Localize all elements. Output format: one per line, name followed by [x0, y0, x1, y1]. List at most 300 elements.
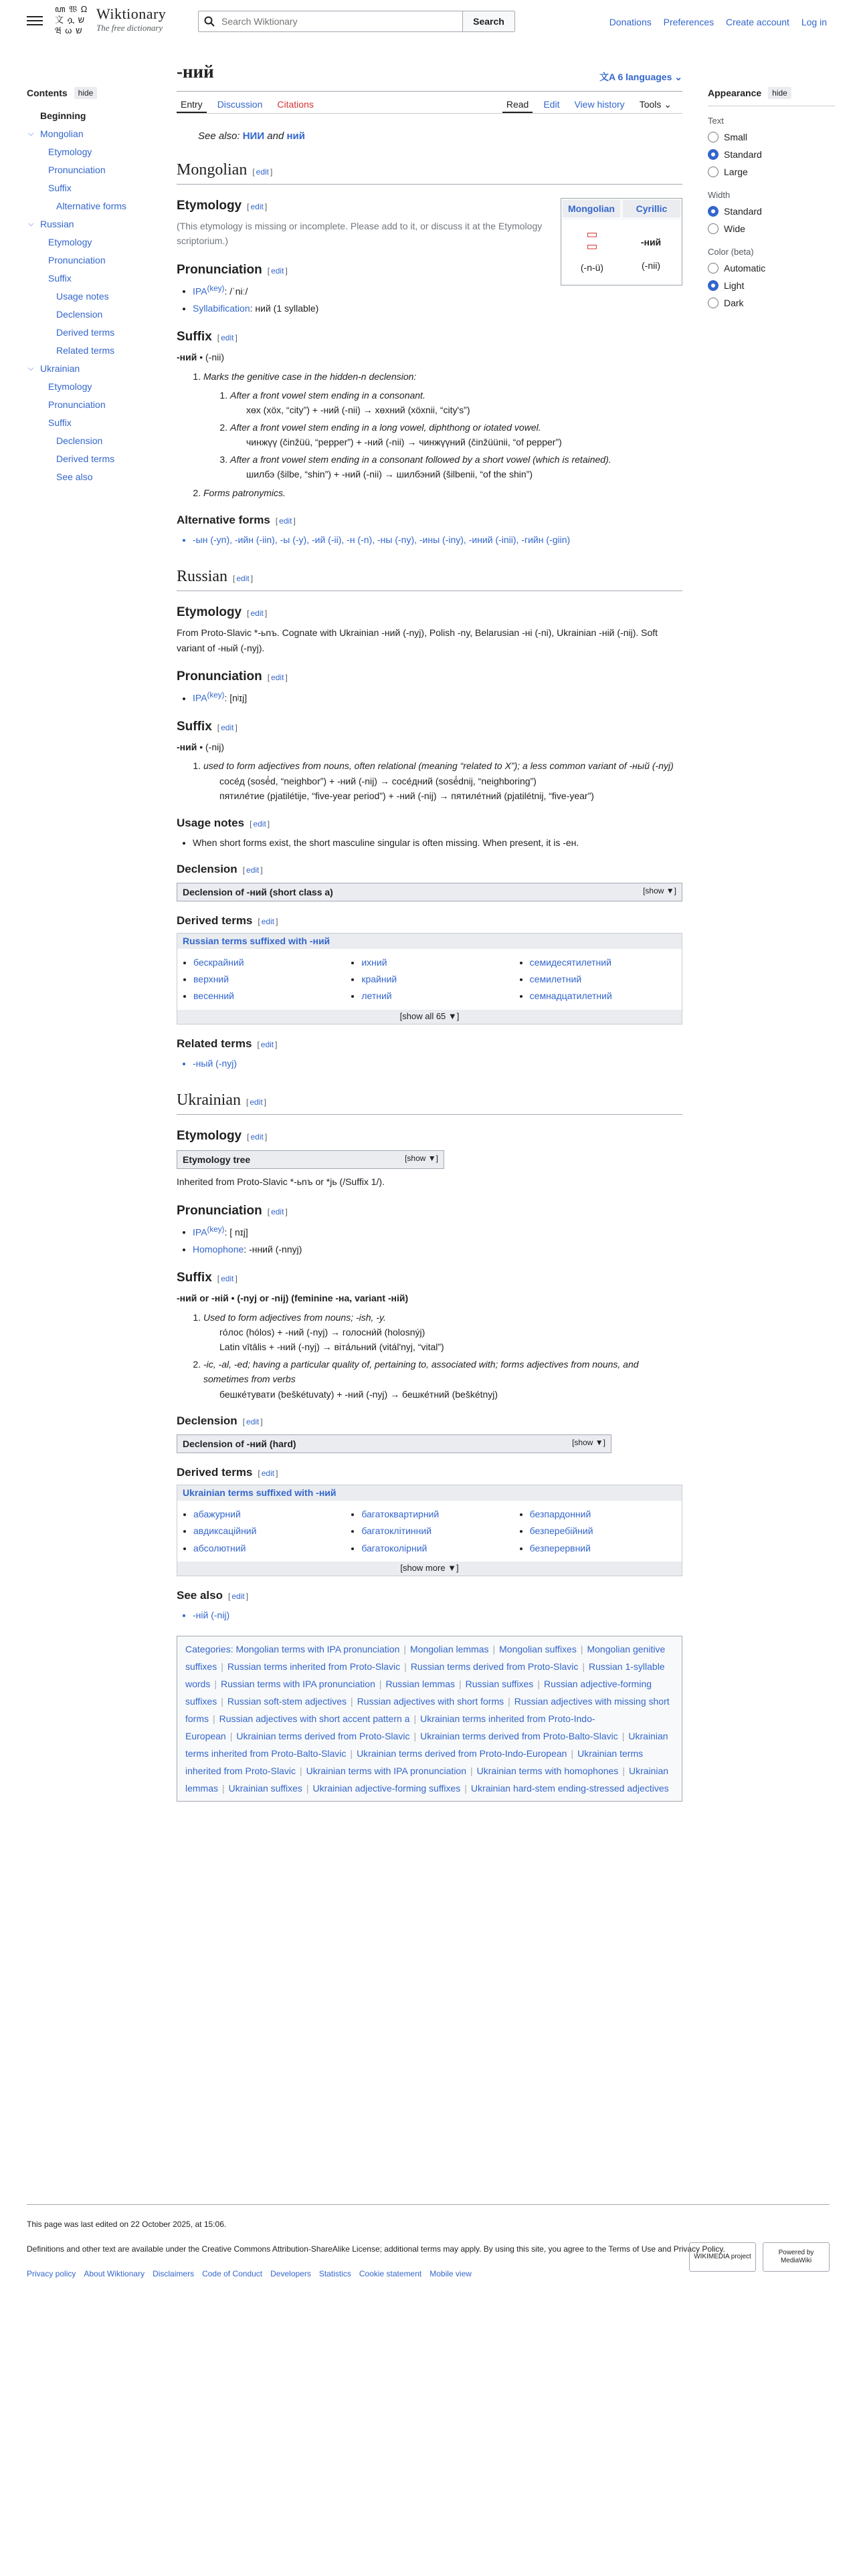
- derived-terms-column: [530, 1505, 682, 1558]
- category-separator: |: [351, 1696, 353, 1707]
- site-title: Wiktionary: [96, 5, 167, 22]
- heading-text: Usage notes: [177, 816, 245, 829]
- footer-link[interactable]: Cookie statement: [359, 2269, 422, 2279]
- heading-derived-terms: Derived terms [ edit ]: [177, 914, 278, 928]
- tab-discussion[interactable]: Discussion: [217, 99, 263, 110]
- preferences-link[interactable]: Preferences: [663, 17, 714, 27]
- category-link[interactable]: Russian adjectives with short accent pattern a: [219, 1713, 410, 1725]
- toc-item[interactable]: [27, 125, 161, 143]
- width-label: Width: [708, 190, 731, 201]
- headword-translit: • (-nii): [197, 352, 225, 363]
- tab-view-history[interactable]: View history: [574, 99, 625, 110]
- tab-edit[interactable]: Edit: [543, 99, 560, 110]
- license-text: Definitions and other text are available under the Creative Commons Attribution-ShareAlike License; additional terms may apply. By using this site, you agree to the Terms of Use and Privacy Policy.: [27, 2244, 725, 2254]
- derived-term-link[interactable]: безперервний: [529, 1542, 591, 1553]
- declension-show-toggle[interactable]: [show ▼]: [643, 885, 676, 895]
- edit-link[interactable]: edit: [221, 1274, 234, 1284]
- heading-text: Ukrainian: [177, 1091, 241, 1109]
- search-input[interactable]: [220, 11, 462, 31]
- heading-text: See also: [177, 1588, 223, 1602]
- see-also-list: [193, 1608, 682, 1622]
- heading-text: Etymology: [177, 605, 242, 620]
- declension-box: [177, 1434, 611, 1453]
- footer-link[interactable]: Mobile view: [430, 2269, 472, 2279]
- toc-item-label: Russian: [40, 219, 74, 230]
- edit-link[interactable]: edit: [231, 1591, 245, 1601]
- toc-item-label: Suffix: [48, 417, 72, 429]
- chevron-down-icon[interactable]: ⌵: [28, 220, 34, 229]
- category-separator: |: [350, 1748, 353, 1759]
- etymology-tree-title: Etymology tree: [183, 1154, 251, 1166]
- derived-term-link[interactable]: безперебійний: [529, 1525, 593, 1537]
- page-footer: [27, 2204, 830, 2281]
- category-link[interactable]: Russian terms inherited from Proto-Slavic: [227, 1661, 401, 1673]
- category-link[interactable]: Russian soft-stem adjectives: [227, 1696, 347, 1707]
- ipa-link[interactable]: IPA: [193, 1226, 207, 1238]
- ipa-key-link[interactable]: (key): [207, 690, 225, 700]
- derived-term: [361, 988, 513, 1003]
- cyrillic-form: -ний: [640, 237, 662, 248]
- category-link[interactable]: Ukrainian terms inherited from Proto-Indo-European: [185, 1713, 595, 1742]
- toc-item[interactable]: [27, 161, 161, 179]
- category-link[interactable]: Ukrainian terms derived from Proto-Indo-European: [357, 1748, 567, 1759]
- heading-suffix: Suffix [ edit ]: [177, 719, 237, 734]
- search-icon: [199, 11, 220, 31]
- chevron-down-icon[interactable]: ⌵: [28, 130, 34, 138]
- heading-etymology: Etymology [ edit ]: [177, 1129, 268, 1144]
- category-separator: |: [413, 1713, 417, 1725]
- radio-circle-icon: [708, 263, 719, 274]
- create-account-link[interactable]: Create account: [726, 17, 789, 27]
- derived-term-link[interactable]: безпардонний: [529, 1508, 591, 1519]
- heading-alternative-forms: Alternative forms [ edit ]: [177, 513, 296, 526]
- toc-item-label: Etymology: [48, 381, 92, 393]
- heading-text: Pronunciation: [177, 669, 262, 683]
- category-separator: |: [221, 1696, 223, 1707]
- footer-link[interactable]: Code of Conduct: [202, 2269, 263, 2279]
- derived-term-link[interactable]: верхний: [193, 974, 229, 985]
- category-link[interactable]: Russian terms derived from Proto-Slavic: [410, 1661, 579, 1673]
- derived-term: [361, 955, 513, 970]
- footer-link[interactable]: Disclaimers: [153, 2269, 195, 2279]
- etymology-tree-show-toggle[interactable]: [show ▼]: [405, 1154, 438, 1164]
- edit-link[interactable]: edit: [271, 672, 284, 682]
- category-separator: |: [508, 1696, 510, 1707]
- heading-derived-terms: Derived terms [ edit ]: [177, 1466, 278, 1479]
- toc-item-label: Suffix: [48, 273, 72, 284]
- script-table-cyrillic[interactable]: Cyrillic: [623, 200, 680, 217]
- subdefinition-text: After a front vowel stem ending in a long vowel, diphthong or iotated vowel.: [230, 421, 541, 433]
- ipa-value: : [nʲɪj]: [224, 692, 248, 704]
- derived-term: [193, 1523, 345, 1538]
- derived-term: [193, 1541, 345, 1555]
- footer-link[interactable]: Statistics: [318, 2269, 351, 2279]
- edit-link[interactable]: edit: [246, 1417, 260, 1426]
- heading-text: Related terms: [177, 1037, 252, 1050]
- appearance-hide-button[interactable]: hide: [768, 87, 791, 99]
- mongolian-script-translit: (-n-ü): [580, 262, 604, 274]
- derived-term-link[interactable]: абажурний: [193, 1508, 241, 1519]
- derived-term-link[interactable]: весенний: [193, 990, 234, 1002]
- category-separator: |: [299, 1765, 302, 1777]
- translate-icon: 文A: [599, 72, 618, 82]
- category-link[interactable]: Mongolian genitive suffixes: [185, 1644, 666, 1673]
- derived-term-link[interactable]: багатоквартирний: [361, 1508, 440, 1519]
- search-button[interactable]: Search: [462, 11, 514, 31]
- category-link[interactable]: Mongolian lemmas: [410, 1644, 489, 1655]
- toc-item[interactable]: [27, 270, 161, 288]
- syllabification-link[interactable]: Syllabification: [193, 302, 250, 314]
- alternative-forms-list: [193, 532, 682, 547]
- edit-link[interactable]: edit: [250, 202, 264, 211]
- derived-term: [530, 972, 682, 986]
- derived-term: [530, 1541, 682, 1555]
- alternative-forms-item[interactable]: • -ын (-yn), -ийн (-iin), -ы (-y), -ий (-ii), -н (-n), -ны (-ny), -ины (-iny), -иний (-inii), -гийн (-giin): [193, 532, 682, 547]
- heading-etymology: Etymology [ edit ]: [177, 605, 268, 620]
- derived-terms-column: [530, 953, 682, 1006]
- width-wide-radio[interactable]: [708, 220, 835, 237]
- etymology-text: From Proto-Slavic *-ьnъ. Cognate with Ukrainian -ний (-nyj), Polish -ny, Belarusian -ні (-ni), Ukrainian -ній (-nij). Soft variant of -ный (-nyj).: [177, 627, 658, 653]
- category-link[interactable]: Russian adjectives with missing short forms: [185, 1696, 670, 1725]
- wikimedia-badge[interactable]: WIKIMEDIA project: [689, 2242, 756, 2272]
- toc-item[interactable]: [27, 143, 161, 161]
- toc-item-label: Mongolian: [40, 128, 84, 140]
- category-separator: |: [464, 1783, 467, 1794]
- derived-term: [193, 1507, 345, 1521]
- definition-item: [203, 486, 682, 500]
- derived-terms-column: [361, 953, 513, 1006]
- derived-term-link[interactable]: ихний: [361, 956, 387, 968]
- radio-label: Small: [724, 131, 748, 142]
- ipa-item: [193, 689, 682, 706]
- appearance-panel: [708, 86, 835, 312]
- category-link[interactable]: Mongolian suffixes: [499, 1644, 577, 1655]
- toc-item-label: Derived terms: [56, 453, 115, 465]
- toc-item[interactable]: [27, 215, 161, 233]
- pronunciation-list: [193, 689, 682, 706]
- derived-term-link[interactable]: крайний: [361, 974, 397, 985]
- heading-russian: Russian [ edit ]: [177, 566, 682, 591]
- radio-circle-icon: [708, 132, 719, 142]
- color-automatic-radio[interactable]: [708, 259, 835, 277]
- toc-item-label: Derived terms: [56, 327, 115, 338]
- usage-example: чинжүү (činžüü, “pepper”) + -ний (-nii) → чинжүүний (činžüünii, “of pepper”): [246, 437, 562, 448]
- heading-ukrainian: Ukrainian [ edit ]: [177, 1089, 682, 1115]
- script-table-mongolian[interactable]: Mongolian: [563, 200, 620, 217]
- derived-term-link[interactable]: семнадцатилетний: [529, 990, 612, 1002]
- category-separator: |: [222, 1783, 225, 1794]
- ipa-key-link[interactable]: (key): [207, 284, 225, 293]
- heading-mongolian: Mongolian [ edit ]: [177, 159, 682, 185]
- see-also-term[interactable]: • -ній (-nij): [193, 1608, 682, 1622]
- edit-link[interactable]: edit: [261, 1469, 275, 1479]
- site-subtitle: The free dictionary: [96, 23, 163, 33]
- script-table: [561, 198, 682, 286]
- toc-item[interactable]: [27, 179, 161, 197]
- main-content: [177, 60, 682, 1802]
- derived-terms-box: [177, 1485, 682, 1576]
- width-standard-radio[interactable]: [708, 203, 835, 220]
- related-term[interactable]: • -ный (-nyj): [193, 1056, 682, 1071]
- toc-item-label: See also: [56, 471, 93, 483]
- edit-link[interactable]: edit: [221, 333, 234, 343]
- toc-item[interactable]: [27, 324, 161, 342]
- usage-example: сосе́д (sosé́d, “neighbor”) + -ний (-nij) → сосе́дний (sosé́dnij, “neighboring”): [219, 775, 537, 786]
- derived-term-link[interactable]: летний: [361, 990, 392, 1002]
- derived-term-link[interactable]: авдиксаційний: [193, 1525, 257, 1537]
- chevron-down-icon[interactable]: ⌵: [28, 364, 34, 373]
- categories-label[interactable]: Categories:: [185, 1644, 233, 1655]
- category-separator: |: [492, 1644, 496, 1655]
- headword: -ний: [177, 352, 197, 363]
- heading-pronunciation: Pronunciation [ edit ]: [177, 1203, 288, 1218]
- category-separator: |: [221, 1661, 223, 1673]
- toc-item-label: Declension: [56, 435, 103, 447]
- pronunciation-list: [193, 1224, 682, 1257]
- toc-item[interactable]: [27, 288, 161, 306]
- last-edited: This page was last edited on 22 October 2025, at 15:06.: [27, 2220, 227, 2229]
- radio-label: Dark: [724, 297, 744, 308]
- headword-translit: • (-nij): [197, 741, 225, 752]
- subdefinition-item: [230, 388, 682, 418]
- toc-item[interactable]: [27, 342, 161, 360]
- heading-usage-notes: Usage notes [ edit ]: [177, 816, 270, 829]
- mediawiki-badge[interactable]: Powered by MediaWiki: [763, 2242, 830, 2272]
- table-of-contents: [27, 86, 161, 486]
- text-small-radio[interactable]: [708, 128, 835, 146]
- derived-term: [193, 955, 345, 970]
- homophone-value: : -нний (-nnyj): [244, 1243, 302, 1255]
- toc-item[interactable]: [27, 306, 161, 324]
- category-separator: |: [379, 1679, 382, 1690]
- category-link[interactable]: Ukrainian terms inherited from Proto-Slavic: [185, 1748, 644, 1777]
- headword-line: -ний or -ній • (-nyj or -nij) (feminine -на, variant -ній): [177, 1293, 409, 1304]
- login-link[interactable]: Log in: [801, 17, 827, 27]
- radio-label: Large: [724, 166, 748, 177]
- see-also-link-nii[interactable]: ний: [286, 130, 306, 142]
- derived-term: [361, 1507, 513, 1521]
- edit-link[interactable]: edit: [271, 1206, 284, 1216]
- declension-title: Declension of -ний (short class a): [183, 886, 333, 897]
- subdefinition-text: After a front vowel stem ending in a consonant.: [230, 390, 425, 401]
- edit-link[interactable]: edit: [253, 819, 266, 829]
- definition-text: Forms patronymics.: [203, 488, 286, 499]
- toc-item[interactable]: [27, 468, 161, 486]
- category-link[interactable]: Russian 1-syllable words: [185, 1661, 665, 1690]
- tab-entry[interactable]: Entry: [177, 92, 207, 113]
- category-link[interactable]: Ukrainian adjective-forming suffixes: [312, 1783, 461, 1794]
- edit-link[interactable]: edit: [271, 265, 284, 276]
- category-link[interactable]: Ukrainian hard-stem ending-stressed adjectives: [470, 1783, 669, 1794]
- footer-link[interactable]: Privacy policy: [27, 2269, 76, 2279]
- main-menu-icon[interactable]: [27, 13, 43, 29]
- tab-read[interactable]: Read: [502, 92, 533, 113]
- category-link[interactable]: Russian terms with IPA pronunciation: [221, 1679, 375, 1690]
- toc-item[interactable]: [27, 360, 161, 378]
- toc-item-label: Ukrainian: [40, 363, 80, 374]
- heading-text: Alternative forms: [177, 513, 270, 526]
- text-standard-radio[interactable]: [708, 146, 835, 163]
- category-separator: |: [580, 1644, 583, 1655]
- definition-text: used to form adjectives from nouns, often relational (meaning “related to X”); a less common variant of -ный (-nyj): [203, 760, 674, 772]
- heading-text: Etymology: [177, 199, 242, 213]
- related-terms-list: [193, 1056, 682, 1071]
- toc-item[interactable]: [27, 251, 161, 270]
- edit-link[interactable]: edit: [260, 1039, 274, 1049]
- toc-item-beginning[interactable]: Beginning: [40, 110, 86, 122]
- toc-item[interactable]: [27, 396, 161, 414]
- page-actions: [502, 92, 682, 113]
- footer-badges: [682, 2242, 830, 2272]
- heading-pronunciation: Pronunciation [ edit ]: [177, 669, 288, 683]
- definitions-list: [203, 369, 682, 501]
- heading-text: Pronunciation: [177, 1203, 262, 1218]
- heading-text: Derived terms: [177, 1466, 253, 1479]
- edit-link[interactable]: edit: [250, 609, 264, 619]
- derived-term: [530, 1523, 682, 1538]
- toc-item-label: Related terms: [56, 345, 115, 356]
- definition-item: [203, 369, 682, 482]
- mongolian-script-cell: [563, 220, 622, 283]
- heading-text: Declension: [177, 1414, 237, 1427]
- heading-declension: Declension [ edit ]: [177, 1414, 263, 1427]
- edit-link[interactable]: edit: [250, 1097, 263, 1107]
- edit-link[interactable]: edit: [256, 167, 270, 177]
- category-link[interactable]: Ukrainian suffixes: [228, 1783, 302, 1794]
- category-separator: |: [458, 1679, 462, 1690]
- languages-button[interactable]: [599, 66, 682, 88]
- category-link[interactable]: Russian adjectives with short forms: [357, 1696, 504, 1707]
- edit-link[interactable]: edit: [279, 516, 292, 526]
- color-dark-radio[interactable]: [708, 294, 835, 312]
- category-separator: |: [622, 1765, 625, 1777]
- heading-text: Mongolian: [177, 161, 248, 179]
- edit-link[interactable]: edit: [221, 722, 234, 732]
- heading-suffix: Suffix [ edit ]: [177, 1271, 237, 1285]
- color-light-radio[interactable]: [708, 277, 835, 294]
- category-link[interactable]: Ukrainian terms derived from Proto-Balto-Slavic: [420, 1731, 618, 1742]
- declension-box: [177, 883, 682, 901]
- toc-item-label: Declension: [56, 309, 103, 320]
- etymology-text: Inherited from Proto-Slavic *-ьnъ or *jь (/Suffix 1/).: [177, 1176, 385, 1188]
- ipa-key-link[interactable]: (key): [207, 1224, 225, 1234]
- syllabification-value: : ний (1 syllable): [250, 302, 319, 314]
- usage-example: бешке́тувати (beškétuvaty) + -ний (-nyj) → бешке́тний (beškétnyj): [219, 1388, 498, 1400]
- text-large-radio[interactable]: [708, 163, 835, 181]
- subdefinition-text: After a front vowel stem ending in a consonant followed by a short vowel (which is retained).: [230, 453, 611, 465]
- category-link[interactable]: Mongolian terms with IPA pronunciation: [235, 1644, 400, 1655]
- derived-show-more-toggle[interactable]: [show more ▼]: [177, 1562, 682, 1576]
- derived-term: [530, 1507, 682, 1521]
- category-link[interactable]: Russian suffixes: [465, 1679, 534, 1690]
- toc-item[interactable]: [27, 233, 161, 251]
- edit-link[interactable]: edit: [261, 917, 275, 927]
- toc-item[interactable]: [27, 197, 161, 215]
- radio-circle-icon: [708, 167, 719, 177]
- heading-related-terms: Related terms [ edit ]: [177, 1037, 278, 1050]
- declension-show-toggle[interactable]: [show ▼]: [572, 1438, 605, 1447]
- derived-show-all-toggle[interactable]: [show all 65 ▼]: [177, 1010, 682, 1024]
- page-tabs: [177, 91, 682, 114]
- footer-link[interactable]: About Wiktionary: [84, 2269, 145, 2279]
- tools-menu[interactable]: [636, 92, 676, 113]
- toc-item-label: Etymology: [48, 146, 92, 158]
- category-link[interactable]: Ukrainian terms with homophones: [476, 1765, 619, 1777]
- page-title-row: [177, 60, 682, 87]
- category-link[interactable]: Russian adjective-forming suffixes: [185, 1679, 652, 1707]
- tab-citations[interactable]: Citations: [277, 99, 314, 110]
- toc-item[interactable]: [27, 414, 161, 432]
- etymology-text: (This etymology is missing or incomplete. Please add to it, or discuss it at the Etymology scriptorium.): [177, 221, 543, 247]
- category-link[interactable]: Ukrainian terms inherited from Proto-Balto-Slavic: [185, 1731, 668, 1759]
- derived-term-link[interactable]: багатоколірний: [361, 1542, 427, 1553]
- wiktionary-logo[interactable]: ꦲ 𝔚 Ω 文 ሷ ש ཝ ω ש: [55, 4, 88, 35]
- definition-item: [203, 1310, 682, 1355]
- radio-selected-icon: [708, 280, 719, 291]
- usage-example: го́лос (hólos) + -ний (-nyj) → голосни́й (holosnýj): [219, 1327, 425, 1338]
- category-separator: |: [582, 1661, 585, 1673]
- derived-terms-column: [193, 953, 345, 1006]
- mongolian-script-glyph-icon: ▭ ▭: [586, 227, 598, 253]
- usage-notes-list: [193, 835, 682, 850]
- derived-terms-caption: Ukrainian terms suffixed with -ний: [177, 1485, 682, 1500]
- usage-example: шилбэ (šilbe, “shin”) + -ний (-nii) → шилбэний (šilbenii, “of the shin”): [246, 468, 533, 479]
- ipa-link[interactable]: IPA: [193, 692, 207, 704]
- derived-term-link[interactable]: багатоклітинний: [361, 1525, 432, 1537]
- category-separator: |: [413, 1731, 417, 1742]
- toc-item[interactable]: [27, 378, 161, 396]
- definitions-list: [203, 758, 682, 803]
- donations-link[interactable]: Donations: [609, 17, 652, 27]
- edit-link[interactable]: edit: [250, 1132, 264, 1142]
- see-also-link-nii-upper[interactable]: НИИ: [242, 130, 265, 142]
- definition-text: Marks the genitive case in the hidden-n declension:: [203, 370, 417, 382]
- toc-hide-button[interactable]: hide: [74, 87, 98, 99]
- etymology-tree-box: [177, 1150, 444, 1169]
- radio-label: Standard: [724, 148, 762, 160]
- heading-text: Declension: [177, 862, 237, 875]
- toc-item[interactable]: [27, 450, 161, 468]
- radio-circle-icon: [708, 298, 719, 308]
- toc-item-label: Alternative forms: [56, 201, 127, 212]
- edit-link[interactable]: edit: [236, 574, 250, 584]
- footer-link[interactable]: Developers: [270, 2269, 311, 2279]
- derived-term-link[interactable]: семидесятилетний: [529, 956, 611, 968]
- homophone-link[interactable]: Homophone: [193, 1243, 244, 1255]
- site-logo-text[interactable]: [96, 5, 166, 33]
- category-link[interactable]: Russian lemmas: [385, 1679, 455, 1690]
- derived-term-link[interactable]: семилетний: [529, 974, 582, 985]
- heading-see-also: See also [ edit ]: [177, 1588, 249, 1602]
- homophone-item: [193, 1242, 682, 1257]
- category-separator: |: [622, 1731, 625, 1742]
- ipa-item: [193, 1224, 682, 1240]
- category-link[interactable]: Ukrainian terms with IPA pronunciation: [306, 1765, 467, 1777]
- color-label: Color (beta): [708, 246, 754, 257]
- radio-label: Light: [724, 280, 745, 291]
- toc-item[interactable]: [27, 432, 161, 450]
- ipa-link[interactable]: IPA: [193, 286, 207, 297]
- definitions-list: [203, 1310, 682, 1402]
- definition-text: Used to form adjectives from nouns; -ish, -y.: [203, 1311, 386, 1323]
- radio-label: Standard: [724, 205, 762, 217]
- edit-link[interactable]: edit: [246, 865, 260, 875]
- category-link[interactable]: Ukrainian terms derived from Proto-Slavic: [236, 1731, 410, 1742]
- category-link[interactable]: Ukrainian lemmas: [185, 1765, 669, 1794]
- heading-pronunciation: Pronunciation [ edit ]: [177, 262, 288, 277]
- derived-term-link[interactable]: абсолютний: [193, 1542, 246, 1553]
- derived-term-link[interactable]: бескрайний: [193, 956, 244, 968]
